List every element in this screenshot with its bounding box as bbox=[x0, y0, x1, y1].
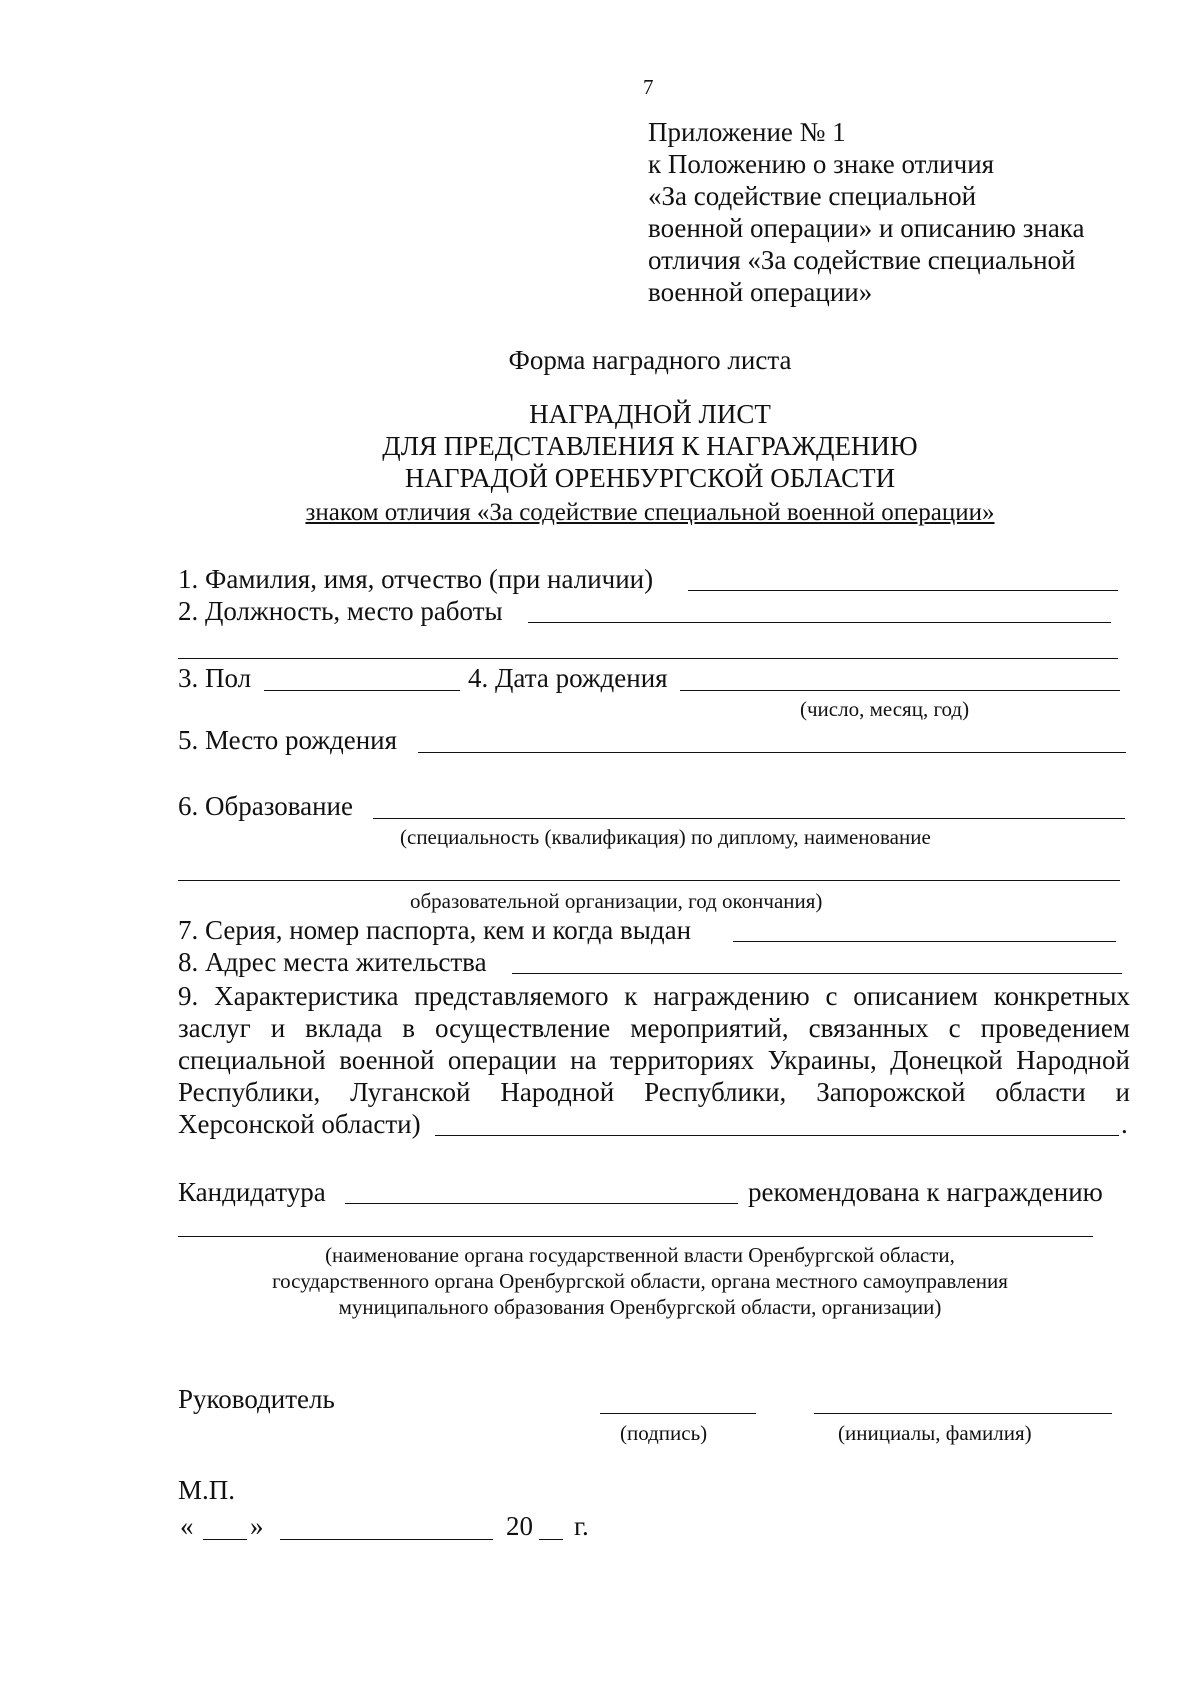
date-year-blank[interactable] bbox=[539, 1539, 563, 1540]
appendix-line-2: к Положению о знаке отличия bbox=[648, 149, 995, 179]
field-9-line-1: 9. Характеристика представляемого к награждению с описанием конкретных bbox=[178, 981, 1130, 1011]
candidacy-blank-extra[interactable] bbox=[178, 1236, 1093, 1237]
heading-line-2: ДЛЯ ПРЕДСТАВЛЕНИЯ К НАГРАЖДЕНИЮ bbox=[382, 431, 918, 461]
field-5-blank[interactable] bbox=[418, 752, 1126, 753]
field-1-blank[interactable] bbox=[688, 590, 1118, 591]
date-day-blank[interactable] bbox=[203, 1539, 247, 1540]
signature-hint: (подпись) bbox=[620, 1421, 708, 1445]
date-quote-open: « bbox=[180, 1511, 194, 1541]
field-8-blank[interactable] bbox=[512, 973, 1122, 974]
appendix-line-4: военной операции» и описанию знака bbox=[648, 213, 1085, 243]
field-6-label: 6. Образование bbox=[178, 791, 353, 821]
field-2-blank-extra[interactable] bbox=[178, 658, 1118, 659]
field-9-blank[interactable] bbox=[435, 1135, 1119, 1136]
field-7-blank[interactable] bbox=[733, 941, 1116, 942]
field-3-blank[interactable] bbox=[264, 690, 460, 691]
field-2-label: 2. Должность, место работы bbox=[178, 596, 503, 626]
field-6-blank-extra[interactable] bbox=[178, 880, 1120, 881]
appendix-line-6: военной операции» bbox=[648, 277, 873, 307]
field-4-label: 4. Дата рождения bbox=[468, 663, 668, 693]
candidacy-hint-3: муниципального образования Оренбургской области, организации) bbox=[338, 1295, 942, 1319]
date-month-blank[interactable] bbox=[280, 1539, 493, 1540]
field-9-line-3: специальной военной операции на территориях Украины, Донецкой Народной bbox=[178, 1045, 1130, 1075]
field-9-line-5: Херсонской области) bbox=[178, 1109, 421, 1139]
candidacy-hint-2: государственного органа Оренбургской области, органа местного самоуправления bbox=[272, 1269, 1008, 1293]
heading-line-1: НАГРАДНОЙ ЛИСТ bbox=[529, 399, 771, 429]
appendix-line-5: отличия «За содействие специальной bbox=[648, 245, 1076, 275]
field-4-blank[interactable] bbox=[680, 690, 1120, 691]
field-2-blank[interactable] bbox=[528, 622, 1111, 623]
name-blank[interactable] bbox=[814, 1413, 1112, 1414]
candidacy-recommended: рекомендована к награждению bbox=[748, 1177, 1103, 1207]
appendix-line-3: «За содействие специальной bbox=[648, 181, 977, 211]
candidacy-hint-1: (наименование органа государственной власти Оренбургской области, bbox=[325, 1243, 955, 1267]
candidacy-blank[interactable] bbox=[345, 1203, 738, 1204]
stamp-mp: М.П. bbox=[178, 1475, 236, 1505]
date-year-suffix: г. bbox=[574, 1511, 589, 1541]
form-title: Форма наградного листа bbox=[508, 345, 792, 375]
field-1-label: 1. Фамилия, имя, отчество (при наличии) bbox=[178, 564, 654, 594]
field-9-line-2: заслуг и вклада в осуществление мероприятий, связанных с проведением bbox=[178, 1013, 1130, 1043]
field-7-label: 7. Серия, номер паспорта, кем и когда выдан bbox=[178, 915, 692, 945]
page-number: 7 bbox=[643, 75, 654, 99]
date-year-prefix: 20 bbox=[506, 1511, 533, 1541]
heading-line-3: НАГРАДОЙ ОРЕНБУРГСКОЙ ОБЛАСТИ bbox=[404, 463, 896, 493]
field-6-hint-1: (специальность (квалификация) по диплому, наименование bbox=[400, 825, 931, 849]
field-6-blank[interactable] bbox=[373, 818, 1125, 819]
field-3-label: 3. Пол bbox=[178, 663, 252, 693]
field-9-end: . bbox=[1121, 1109, 1128, 1139]
signature-head-label: Руководитель bbox=[178, 1384, 335, 1414]
name-hint: (инициалы, фамилия) bbox=[838, 1421, 1032, 1445]
field-4-hint: (число, месяц, год) bbox=[800, 697, 970, 721]
date-quote-close: » bbox=[250, 1511, 264, 1541]
field-9-line-4: Республики, Луганской Народной Республики, Запорожской области и bbox=[178, 1077, 1130, 1107]
candidacy-label: Кандидатура bbox=[178, 1177, 326, 1207]
appendix-line-1: Приложение № 1 bbox=[648, 117, 846, 147]
signature-blank[interactable] bbox=[600, 1413, 756, 1414]
field-6-hint-2: образовательной организации, год окончания) bbox=[410, 889, 823, 913]
field-5-label: 5. Место рождения bbox=[178, 725, 398, 755]
field-8-label: 8. Адрес места жительства bbox=[178, 947, 487, 977]
heading-line-4: знаком отличия «За содействие специальной военной операции» bbox=[305, 499, 995, 526]
